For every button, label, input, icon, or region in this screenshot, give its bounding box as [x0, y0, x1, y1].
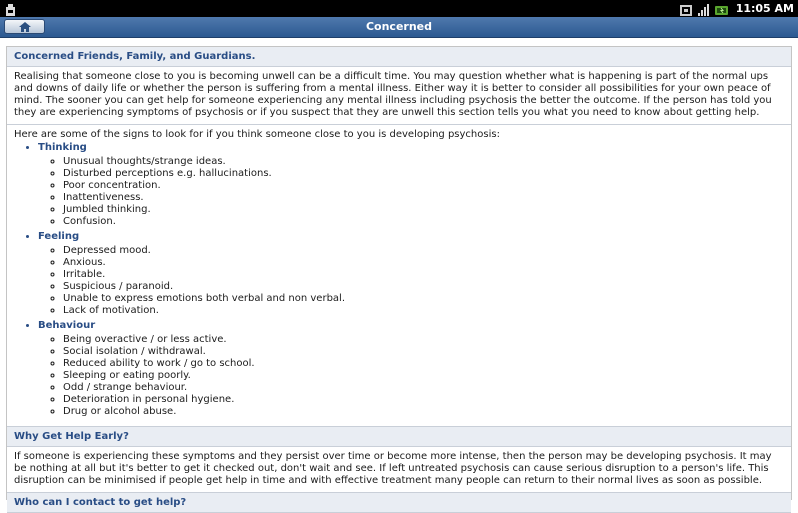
home-icon — [19, 17, 31, 36]
list-item: ◦ Odd / strange behaviour. — [63, 382, 784, 394]
sd-card-icon — [679, 2, 693, 15]
signal-icon — [697, 2, 711, 15]
why-paragraph: If someone is experiencing these symptoms and they persist over time or become more intense, then the person may be developing psychosis. It may be nothing at all but it's better to get it checked out, don't wait and see. If left untreated psychosis can cause serious disruption to a person's life. This disruption can be minimised if people get help in time and with effective treatment many people can return to their normal lives as soon as possible. — [7, 447, 791, 493]
battery-icon — [715, 2, 729, 15]
list-item: ◦ Poor concentration. — [63, 180, 784, 192]
list-item: ◦ Deterioration in personal hygiene. — [63, 394, 784, 406]
list-item: ◦ Unusual thoughts/strange ideas. — [63, 156, 784, 168]
content-panel[interactable] — [6, 46, 792, 508]
signs-lead: Here are some of the signs to look for if you think someone close to you is developing psychosis: — [14, 129, 500, 140]
list-item: ◦ Reduced ability to work / go to school. — [63, 358, 784, 370]
category-label: Feeling — [38, 231, 80, 242]
category-feeling — [38, 231, 784, 317]
title-bar — [0, 17, 798, 38]
thinking-list — [38, 156, 784, 228]
section-heading-why: Why Get Help Early? — [7, 427, 791, 447]
sign-categories — [14, 142, 784, 418]
category-label: Thinking — [38, 142, 87, 153]
list-item: ◦ Disturbed perceptions e.g. hallucinations. — [63, 168, 784, 180]
category-label: Behaviour — [38, 320, 96, 331]
list-item: ◦ Social isolation / withdrawal. — [63, 346, 784, 358]
page-title: Concerned — [365, 20, 433, 33]
list-item: ◦ Lack of motivation. — [63, 305, 784, 317]
list-item: ◦ Drug or alcohol abuse. — [63, 406, 784, 418]
list-item: ◦ Irritable. — [63, 269, 784, 281]
intro-paragraph: Realising that someone close to you is becoming unwell can be a difficult time. You may question whether what is happening is part of the normal ups and downs of daily life or whether the person is suffering from a mental illness. Either way it is better to consider all possibilities for your own peace of mind. The sooner you can get help for someone experiencing any mental illness including psychosis the better the outcome. If the person has told you they are experiencing symptoms of psychosis or if you suspect that they are unwell this section tells you what you need to know about getting help. — [7, 67, 791, 125]
list-item: ◦ Suspicious / paranoid. — [63, 281, 784, 293]
feeling-list — [38, 245, 784, 317]
signs-section — [7, 125, 791, 427]
section-heading-contact: Who can I contact to get help? — [7, 493, 791, 513]
list-item: ◦ Depressed mood. — [63, 245, 784, 257]
status-bar — [0, 0, 798, 17]
category-thinking — [38, 142, 784, 228]
list-item: ◦ Being overactive / or less active. — [63, 334, 784, 346]
list-item: ◦ Jumbled thinking. — [63, 204, 784, 216]
section-heading-concerned: Concerned Friends, Family, and Guardians. — [7, 47, 791, 67]
list-item: ◦ Anxious. — [63, 257, 784, 269]
home-button[interactable] — [4, 19, 45, 34]
category-behaviour — [38, 320, 784, 418]
usb-debug-icon — [4, 2, 17, 15]
behaviour-list — [38, 334, 784, 418]
list-item: ◦ Confusion. — [63, 216, 784, 228]
list-item: ◦ Unable to express emotions both verbal and non verbal. — [63, 293, 784, 305]
clock-time: 11:05 AM — [735, 2, 794, 15]
list-item: ◦ Sleeping or eating poorly. — [63, 370, 784, 382]
list-item: ◦ Inattentiveness. — [63, 192, 784, 204]
